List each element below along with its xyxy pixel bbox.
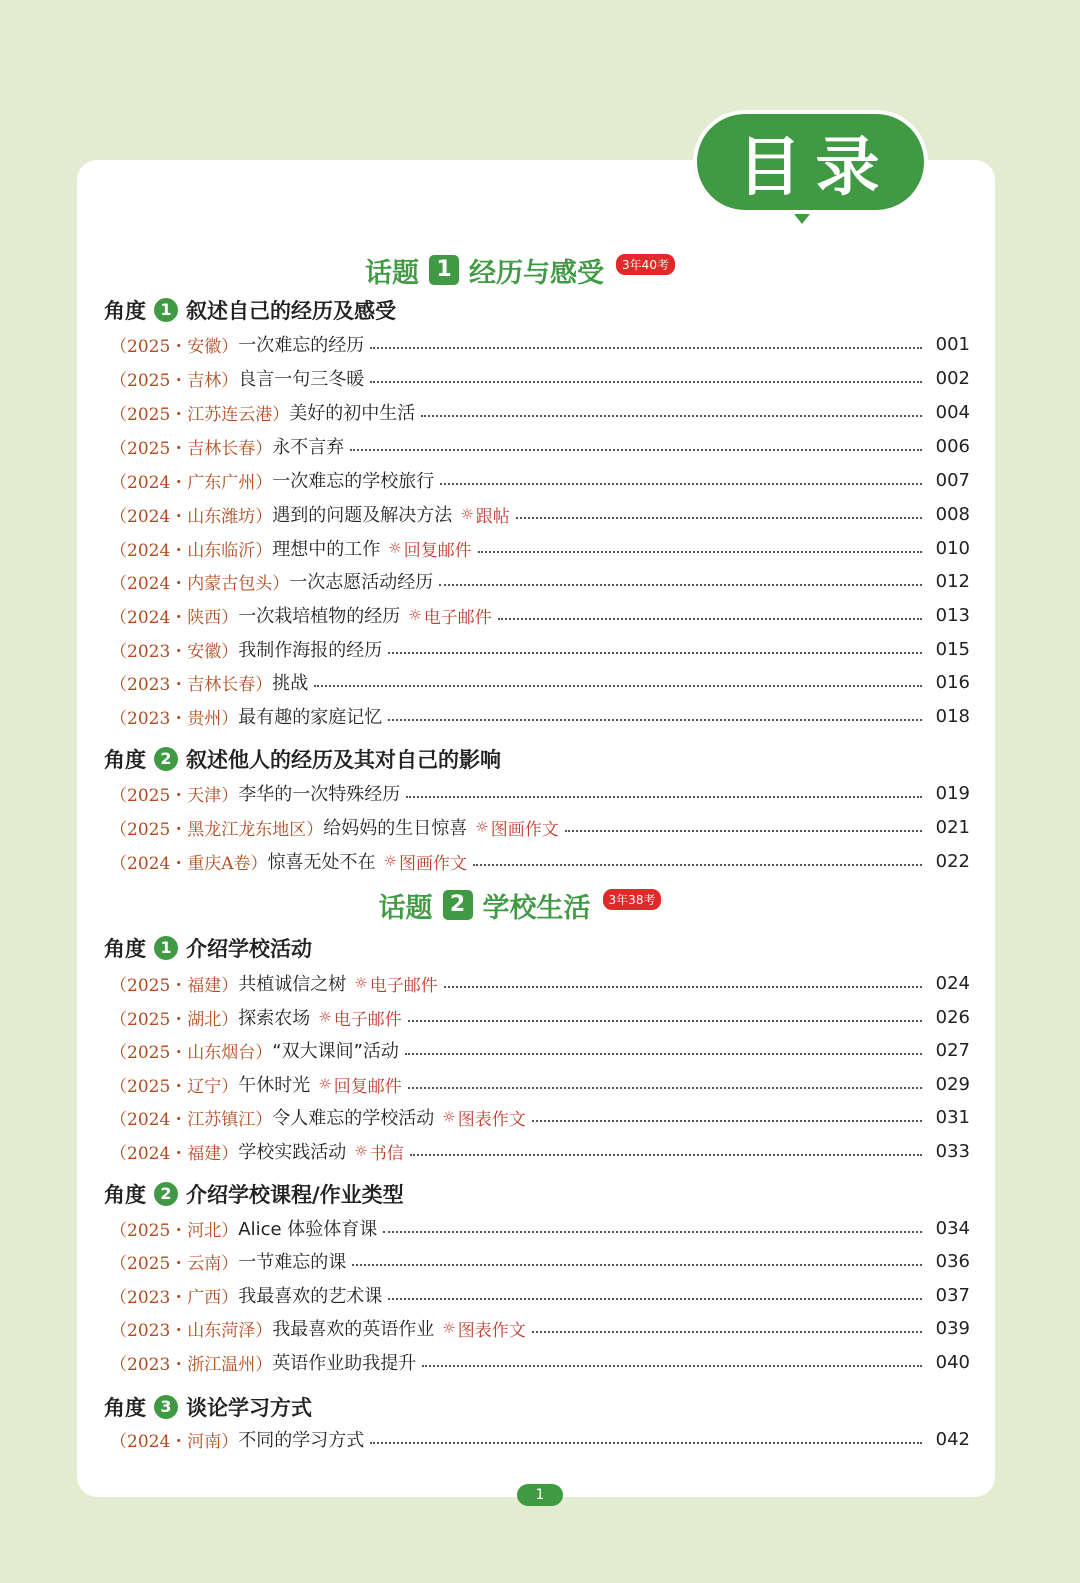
angle-heading xyxy=(104,296,396,324)
entry-title: 令人难忘的学校活动 xyxy=(272,1108,435,1129)
entry-title: 一次难忘的经历 xyxy=(238,335,365,356)
page-number: 1 xyxy=(517,1484,563,1506)
entry-page: 031 xyxy=(935,1106,970,1128)
entry-page: 022 xyxy=(935,850,970,872)
dot-leader xyxy=(388,652,921,654)
toc-title-bubble xyxy=(693,110,928,214)
angle-heading xyxy=(104,1393,312,1421)
entry-page: 034 xyxy=(935,1217,970,1239)
dot-leader xyxy=(408,1087,922,1089)
entry-title: 共植诚信之树 xyxy=(238,974,347,995)
entry-source: （2024・内蒙古包头） xyxy=(110,573,290,594)
entry-title: 永不言弃 xyxy=(272,437,345,458)
angle-label: 角度 xyxy=(104,748,146,772)
entry-tag-label: 图画作文 xyxy=(399,853,467,874)
entry-title: 美好的初中生活 xyxy=(289,403,416,424)
toc-entry[interactable] xyxy=(110,701,970,731)
entry-page: 013 xyxy=(935,604,970,626)
lightbulb-icon: ☼ xyxy=(408,606,422,624)
entry-tag-label: 书信 xyxy=(369,1143,404,1164)
lightbulb-icon: ☼ xyxy=(460,505,474,523)
entry-source: （2023・广西） xyxy=(110,1287,239,1308)
entry-title: 挑战 xyxy=(272,673,309,694)
entry-page: 006 xyxy=(935,435,970,457)
toc-entry[interactable] xyxy=(110,846,970,876)
entry-title: 良言一句三冬暖 xyxy=(238,369,365,390)
dot-leader xyxy=(370,1442,921,1444)
angle-title: 介绍学校活动 xyxy=(186,937,312,961)
toc-entry[interactable] xyxy=(110,1347,970,1377)
angle-heading xyxy=(104,934,312,962)
lightbulb-icon: ☼ xyxy=(475,818,489,836)
angle-title: 叙述自己的经历及感受 xyxy=(186,299,396,323)
entry-source: （2023・吉林长春） xyxy=(110,674,273,695)
toc-entry[interactable] xyxy=(110,634,970,664)
entry-source: （2024・河南） xyxy=(110,1431,239,1452)
entry-tag-label: 回复邮件 xyxy=(333,1076,402,1097)
toc-entry[interactable] xyxy=(110,667,970,697)
toc-entry[interactable] xyxy=(110,1213,970,1243)
entry-page: 012 xyxy=(935,570,970,592)
dot-leader xyxy=(406,796,921,798)
entry-tag xyxy=(318,1005,401,1030)
entry-source: （2024・山东临沂） xyxy=(110,540,273,561)
toc-entry[interactable] xyxy=(110,1424,970,1454)
lightbulb-icon: ☼ xyxy=(318,1008,332,1026)
entry-title: 我制作海报的经历 xyxy=(238,640,383,661)
entry-title: 最有趣的家庭记忆 xyxy=(238,707,383,728)
angle-heading xyxy=(104,745,501,773)
angle-number: 2 xyxy=(154,1182,178,1206)
entry-page: 007 xyxy=(935,469,970,491)
entry-source: （2024・广东广州） xyxy=(110,472,273,493)
dot-leader xyxy=(532,1331,922,1333)
dot-leader xyxy=(444,986,922,988)
entry-title: “双大课间”活动 xyxy=(272,1041,399,1062)
toc-entry[interactable] xyxy=(110,968,970,998)
entry-tag-label: 图表作文 xyxy=(457,1109,526,1130)
toc-entry[interactable] xyxy=(110,1002,970,1032)
entry-title: 我最喜欢的艺术课 xyxy=(238,1286,383,1307)
entry-page: 037 xyxy=(935,1284,970,1306)
entry-tag xyxy=(442,1105,525,1130)
entry-source: （2024・福建） xyxy=(110,1143,239,1164)
dot-leader xyxy=(473,864,922,866)
entry-source: （2025・福建） xyxy=(110,975,239,996)
toc-entry[interactable] xyxy=(110,1136,970,1166)
entry-tag-label: 电子邮件 xyxy=(369,975,438,996)
entry-title: 我最喜欢的英语作业 xyxy=(272,1319,435,1340)
topic-heading-inner xyxy=(365,251,675,290)
toc-entry[interactable] xyxy=(110,499,970,529)
angle-label: 角度 xyxy=(104,299,146,323)
entry-tag xyxy=(475,815,558,840)
entry-page: 029 xyxy=(935,1073,970,1095)
entry-page: 016 xyxy=(935,671,970,693)
entry-page: 040 xyxy=(935,1351,970,1373)
topic-number: 2 xyxy=(443,890,473,920)
angle-title: 介绍学校课程/作业类型 xyxy=(186,1183,404,1207)
entry-source: （2025・黑龙江龙东地区） xyxy=(110,819,324,840)
entry-source: （2025・湖北） xyxy=(110,1009,239,1030)
toc-entry[interactable] xyxy=(110,1313,970,1343)
entry-title: Alice 体验体育课 xyxy=(238,1219,378,1240)
entry-title: 学校实践活动 xyxy=(238,1142,347,1163)
entry-tag xyxy=(318,1072,401,1097)
entry-page: 039 xyxy=(935,1317,970,1339)
dot-leader xyxy=(565,830,922,832)
entry-source: （2025・河北） xyxy=(110,1220,239,1241)
entry-tag-label: 回复邮件 xyxy=(403,540,472,561)
toc-entry[interactable] xyxy=(110,533,970,563)
entry-title: 惊喜无处不在 xyxy=(267,852,376,873)
angle-label: 角度 xyxy=(104,1183,146,1207)
dot-leader xyxy=(410,1154,922,1156)
toc-entry[interactable] xyxy=(110,778,970,808)
lightbulb-icon: ☼ xyxy=(318,1075,332,1093)
angle-heading xyxy=(104,1180,404,1208)
entry-source: （2025・辽宁） xyxy=(110,1076,239,1097)
toc-entry[interactable] xyxy=(110,363,970,393)
dot-leader xyxy=(350,449,921,451)
exam-count-badge: 3年38考 xyxy=(603,889,662,910)
entry-page: 002 xyxy=(935,367,970,389)
toc-entry[interactable] xyxy=(110,1246,970,1276)
entry-title: 一节难忘的课 xyxy=(238,1252,347,1273)
entry-page: 018 xyxy=(935,705,970,727)
entry-page: 019 xyxy=(935,782,970,804)
entry-source: （2023・安徽） xyxy=(110,641,239,662)
lightbulb-icon: ☼ xyxy=(442,1319,456,1337)
entry-source: （2025・吉林） xyxy=(110,370,239,391)
dot-leader xyxy=(383,1231,921,1233)
entry-source: （2025・江苏连云港） xyxy=(110,404,290,425)
angle-number: 3 xyxy=(154,1395,178,1419)
dot-leader xyxy=(370,381,921,383)
entry-page: 033 xyxy=(935,1140,970,1162)
dot-leader xyxy=(440,483,921,485)
angle-number: 2 xyxy=(154,747,178,771)
topic-name: 经历与感受 xyxy=(469,257,605,289)
entry-tag xyxy=(442,1316,525,1341)
entry-page: 026 xyxy=(935,1006,970,1028)
entry-page: 008 xyxy=(935,503,970,525)
lightbulb-icon: ☼ xyxy=(442,1108,456,1126)
entry-source: （2023・浙江温州） xyxy=(110,1354,273,1375)
toc-entry[interactable] xyxy=(110,397,970,427)
angle-label: 角度 xyxy=(104,1396,146,1420)
toc-entry[interactable] xyxy=(110,1280,970,1310)
topic-heading xyxy=(0,885,1080,925)
toc-entry[interactable] xyxy=(110,566,970,596)
entry-source: （2024・陕西） xyxy=(110,607,239,628)
dot-leader xyxy=(314,685,921,687)
entry-title: 理想中的工作 xyxy=(272,539,381,560)
entry-tag-label: 图表作文 xyxy=(457,1320,526,1341)
toc-entry[interactable] xyxy=(110,431,970,461)
page-title: 目录 xyxy=(737,131,894,205)
dot-leader xyxy=(388,1298,921,1300)
entry-tag-label: 图画作文 xyxy=(490,819,559,840)
entry-tag-label: 跟帖 xyxy=(475,506,510,527)
dot-leader xyxy=(405,1053,922,1055)
entry-title: 不同的学习方式 xyxy=(238,1430,365,1451)
entry-title: 给妈妈的生日惊喜 xyxy=(323,818,468,839)
entry-tag xyxy=(354,971,437,996)
dot-leader xyxy=(352,1264,921,1266)
topic-heading-inner xyxy=(379,886,662,925)
toc-entry[interactable] xyxy=(110,600,970,630)
entry-tag xyxy=(388,536,471,561)
topic-number: 1 xyxy=(429,255,459,285)
entry-page: 027 xyxy=(935,1039,970,1061)
angle-label: 角度 xyxy=(104,937,146,961)
topic-label: 话题 xyxy=(365,257,420,289)
entry-source: （2025・安徽） xyxy=(110,336,239,357)
entry-page: 015 xyxy=(935,638,970,660)
exam-count-badge: 3年40考 xyxy=(616,254,675,275)
lightbulb-icon: ☼ xyxy=(354,1142,368,1160)
entry-tag-label: 电子邮件 xyxy=(423,607,492,628)
topic-name: 学校生活 xyxy=(482,892,591,924)
dot-leader xyxy=(422,1365,921,1367)
topic-heading xyxy=(0,250,1080,290)
entry-page: 004 xyxy=(935,401,970,423)
entry-source: （2024・山东潍坊） xyxy=(110,506,273,527)
entry-tag xyxy=(384,849,467,874)
angle-title: 谈论学习方式 xyxy=(186,1396,312,1420)
dot-leader xyxy=(439,584,921,586)
angle-number: 1 xyxy=(154,298,178,322)
entry-source: （2023・贵州） xyxy=(110,708,239,729)
lightbulb-icon: ☼ xyxy=(388,539,402,557)
entry-page: 042 xyxy=(935,1428,970,1450)
angle-number: 1 xyxy=(154,936,178,960)
entry-page: 010 xyxy=(935,537,970,559)
entry-title: 李华的一次特殊经历 xyxy=(238,784,401,805)
entry-tag xyxy=(460,502,509,527)
entry-source: （2024・重庆A卷） xyxy=(110,853,268,874)
topic-label: 话题 xyxy=(378,892,433,924)
entry-title: 英语作业助我提升 xyxy=(272,1353,417,1374)
entry-tag xyxy=(408,603,491,628)
dot-leader xyxy=(478,551,922,553)
dot-leader xyxy=(532,1120,922,1122)
entry-tag-label: 电子邮件 xyxy=(333,1009,402,1030)
dot-leader xyxy=(370,347,921,349)
dot-leader xyxy=(498,618,922,620)
entry-title: 一次志愿活动经历 xyxy=(289,572,434,593)
toc-entry[interactable] xyxy=(110,1069,970,1099)
lightbulb-icon: ☼ xyxy=(354,974,368,992)
dot-leader xyxy=(408,1020,922,1022)
toc-entry[interactable] xyxy=(110,1102,970,1132)
angle-title: 叙述他人的经历及其对自己的影响 xyxy=(186,748,501,772)
entry-title: 遇到的问题及解决方法 xyxy=(272,505,453,526)
toc-entry[interactable] xyxy=(110,1035,970,1065)
entry-page: 001 xyxy=(935,333,970,355)
dot-leader xyxy=(516,517,922,519)
toc-entry[interactable] xyxy=(110,812,970,842)
entry-source: （2025・天津） xyxy=(110,785,239,806)
entry-title: 一次难忘的学校旅行 xyxy=(272,471,435,492)
entry-page: 021 xyxy=(935,816,970,838)
entry-source: （2025・山东烟台） xyxy=(110,1042,273,1063)
entry-title: 一次栽培植物的经历 xyxy=(238,606,401,627)
entry-page: 036 xyxy=(935,1250,970,1272)
lightbulb-icon: ☼ xyxy=(383,852,397,870)
toc-entry[interactable] xyxy=(110,329,970,359)
entry-source: （2023・山东菏泽） xyxy=(110,1320,273,1341)
entry-title: 探索农场 xyxy=(238,1008,311,1029)
entry-tag xyxy=(354,1139,403,1164)
dot-leader xyxy=(388,719,921,721)
entry-source: （2025・云南） xyxy=(110,1253,239,1274)
toc-entry[interactable] xyxy=(110,465,970,495)
dot-leader xyxy=(421,415,921,417)
entry-source: （2024・江苏镇江） xyxy=(110,1109,273,1130)
entry-title: 午休时光 xyxy=(238,1075,311,1096)
entry-source: （2025・吉林长春） xyxy=(110,438,273,459)
entry-page: 024 xyxy=(935,972,970,994)
